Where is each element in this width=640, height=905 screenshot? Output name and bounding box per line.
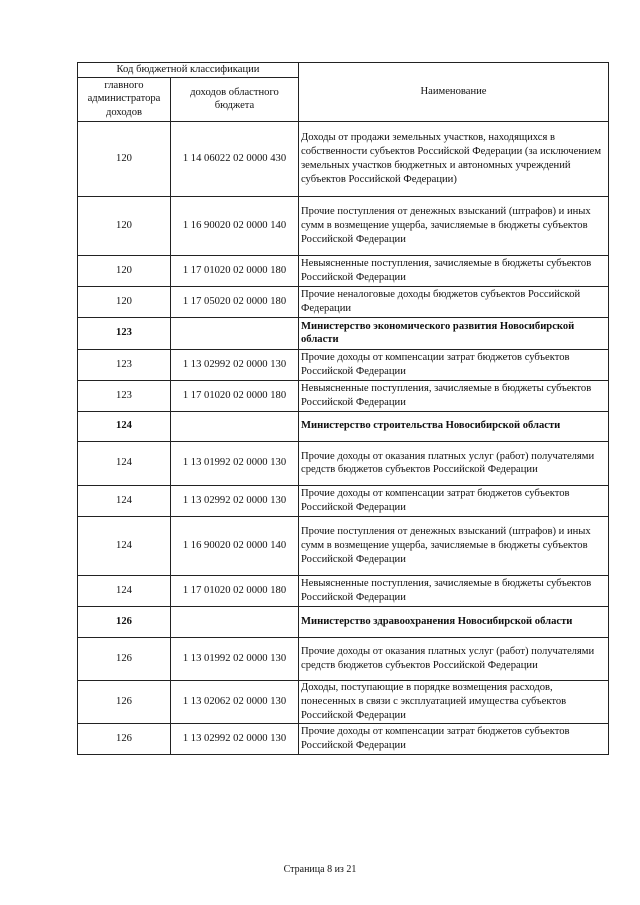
cell-admin-code: 126 bbox=[78, 723, 171, 754]
cell-budget-code bbox=[171, 606, 299, 637]
cell-budget-code bbox=[171, 411, 299, 441]
table-row bbox=[78, 637, 609, 680]
budget-classification-table bbox=[77, 62, 609, 755]
table-row bbox=[78, 317, 609, 349]
cell-admin-code: 126 bbox=[78, 606, 171, 637]
table-row bbox=[78, 286, 609, 317]
cell-admin-code: 124 bbox=[78, 441, 171, 485]
cell-admin-code: 124 bbox=[78, 516, 171, 575]
cell-admin-code: 124 bbox=[78, 411, 171, 441]
table-row bbox=[78, 723, 609, 754]
cell-budget-code: 1 13 02992 02 0000 130 bbox=[171, 723, 299, 754]
cell-admin-code: 120 bbox=[78, 196, 171, 255]
cell-name: Доходы от продажи земельных участков, находящихся в собственности субъектов Российской Федерации (за исключением земельных участков бюджетных и автономных учреждений субъектов Российской Федерации) bbox=[299, 121, 609, 196]
cell-budget-code: 1 13 02992 02 0000 130 bbox=[171, 485, 299, 516]
header-admin: главного администратора доходов bbox=[78, 77, 171, 121]
cell-name: Невыясненные поступления, зачисляемые в бюджеты субъектов Российской Федерации bbox=[299, 575, 609, 606]
cell-budget-code bbox=[171, 317, 299, 349]
cell-budget-code: 1 16 90020 02 0000 140 bbox=[171, 196, 299, 255]
cell-admin-code: 123 bbox=[78, 317, 171, 349]
cell-name: Доходы, поступающие в порядке возмещения расходов, понесенных в связи с эксплуатацией имущества субъектов Российской Федерации bbox=[299, 680, 609, 723]
cell-admin-code: 126 bbox=[78, 680, 171, 723]
cell-budget-code: 1 17 05020 02 0000 180 bbox=[171, 286, 299, 317]
cell-admin-code: 123 bbox=[78, 380, 171, 411]
cell-name: Невыясненные поступления, зачисляемые в бюджеты субъектов Российской Федерации bbox=[299, 380, 609, 411]
cell-budget-code: 1 17 01020 02 0000 180 bbox=[171, 380, 299, 411]
table-row bbox=[78, 485, 609, 516]
cell-budget-code: 1 14 06022 02 0000 430 bbox=[171, 121, 299, 196]
table-row bbox=[78, 380, 609, 411]
table-row bbox=[78, 196, 609, 255]
cell-budget-code: 1 13 02992 02 0000 130 bbox=[171, 349, 299, 380]
cell-name: Прочие поступления от денежных взысканий (штрафов) и иных сумм в возмещение ущерба, зачисляемые в бюджеты субъектов Российской Федерации bbox=[299, 196, 609, 255]
cell-name: Прочие неналоговые доходы бюджетов субъектов Российской Федерации bbox=[299, 286, 609, 317]
cell-admin-code: 123 bbox=[78, 349, 171, 380]
cell-admin-code: 124 bbox=[78, 575, 171, 606]
cell-name: Прочие доходы от оказания платных услуг (работ) получателями средств бюджетов субъектов Российской Федерации bbox=[299, 637, 609, 680]
table-row bbox=[78, 680, 609, 723]
table-row bbox=[78, 411, 609, 441]
cell-admin-code: 120 bbox=[78, 286, 171, 317]
cell-name: Невыясненные поступления, зачисляемые в бюджеты субъектов Российской Федерации bbox=[299, 255, 609, 286]
table-row bbox=[78, 349, 609, 380]
cell-admin-code: 120 bbox=[78, 121, 171, 196]
cell-budget-code: 1 16 90020 02 0000 140 bbox=[171, 516, 299, 575]
header-group-label: Код бюджетной классификации bbox=[78, 63, 299, 78]
table-row bbox=[78, 441, 609, 485]
cell-budget-code: 1 17 01020 02 0000 180 bbox=[171, 255, 299, 286]
table-body bbox=[78, 63, 609, 755]
header-row-top bbox=[78, 63, 609, 78]
header-name: Наименование bbox=[299, 63, 609, 122]
cell-admin-code: 120 bbox=[78, 255, 171, 286]
cell-name: Прочие доходы от компенсации затрат бюджетов субъектов Российской Федерации bbox=[299, 349, 609, 380]
table-row bbox=[78, 575, 609, 606]
cell-name: Прочие поступления от денежных взысканий (штрафов) и иных сумм в возмещение ущерба, зачисляемые в бюджеты субъектов Российской Федерации bbox=[299, 516, 609, 575]
cell-name: Министерство строительства Новосибирской области bbox=[299, 411, 609, 441]
cell-name: Прочие доходы от компенсации затрат бюджетов субъектов Российской Федерации bbox=[299, 723, 609, 754]
table-row bbox=[78, 121, 609, 196]
header-code: доходов областного бюджета bbox=[171, 77, 299, 121]
cell-name: Министерство здравоохранения Новосибирской области bbox=[299, 606, 609, 637]
cell-name: Прочие доходы от компенсации затрат бюджетов субъектов Российской Федерации bbox=[299, 485, 609, 516]
cell-budget-code: 1 17 01020 02 0000 180 bbox=[171, 575, 299, 606]
cell-name: Прочие доходы от оказания платных услуг (работ) получателями средств бюджетов субъектов Российской Федерации bbox=[299, 441, 609, 485]
cell-admin-code: 124 bbox=[78, 485, 171, 516]
cell-budget-code: 1 13 02062 02 0000 130 bbox=[171, 680, 299, 723]
cell-budget-code: 1 13 01992 02 0000 130 bbox=[171, 637, 299, 680]
table-row bbox=[78, 606, 609, 637]
cell-admin-code: 126 bbox=[78, 637, 171, 680]
cell-name: Министерство экономического развития Новосибирской области bbox=[299, 317, 609, 349]
cell-budget-code: 1 13 01992 02 0000 130 bbox=[171, 441, 299, 485]
table-row bbox=[78, 516, 609, 575]
page-number: Страница 8 из 21 bbox=[283, 864, 357, 875]
table-row bbox=[78, 255, 609, 286]
